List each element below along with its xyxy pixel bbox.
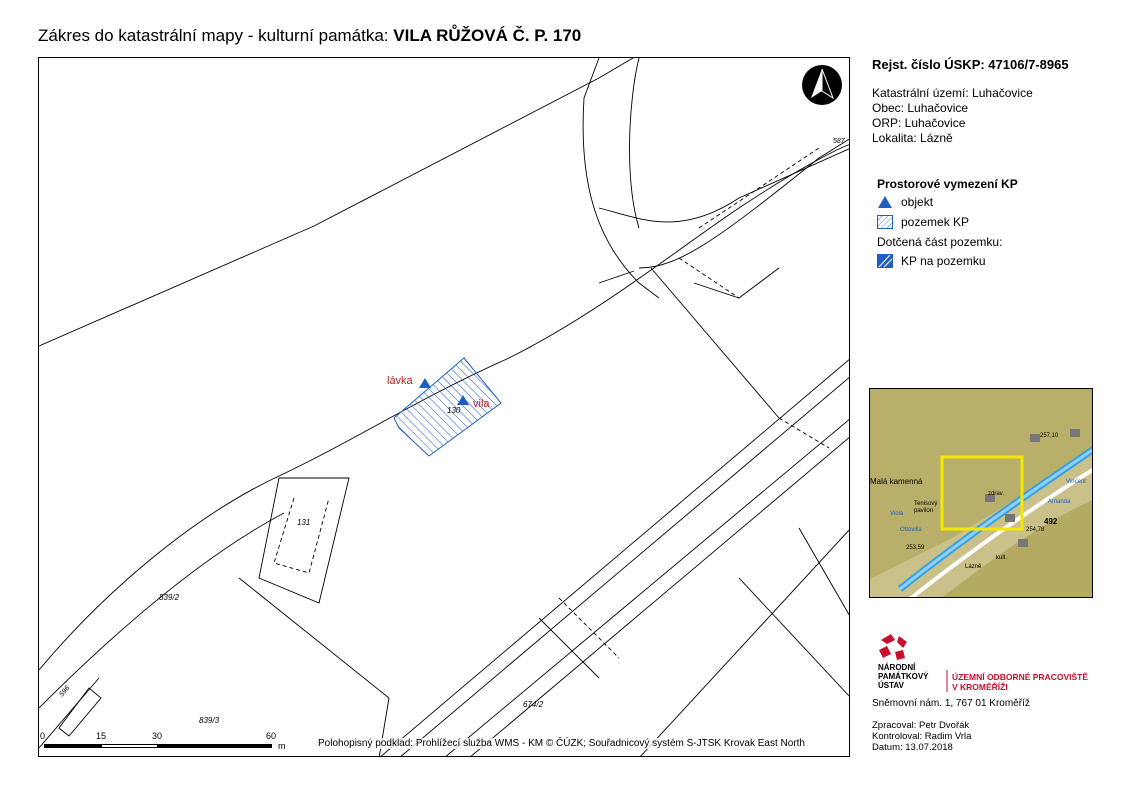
inset-label-elev-1: 257,10 [1040, 433, 1059, 439]
parcel-number-596: 596 [58, 684, 72, 699]
title-prefix: Zákres do katastrální mapy - kulturní památka: [38, 26, 394, 45]
inset-label-tenis: Tenisový pavilon [914, 501, 938, 514]
parcel-boundary-north [39, 58, 633, 346]
credits [872, 720, 971, 753]
org-name: NÁRODNÍ PAMÁTKOVÝ ÚSTAV [878, 663, 929, 690]
label-lavka: lávka [387, 375, 413, 387]
title-name: VILA RŮŽOVÁ Č. P. 170 [393, 26, 582, 45]
scale-bar [40, 731, 290, 755]
parcel-number-131: 131 [297, 518, 311, 527]
legend-title: Prostorové vymezení KP [877, 177, 1018, 191]
inset-label-vincent: Vincent [1066, 479, 1086, 485]
processed-by: Zpracoval: Petr Dvořák [872, 720, 970, 731]
legend-item-objekt: objekt [877, 195, 933, 209]
inset-label-mala-kamenna: Malá kamenná [870, 477, 923, 486]
scale-tick-0: 0 [40, 731, 46, 741]
scale-tick-15: 15 [96, 731, 107, 741]
org-address: Sněmovní nám. 1, 767 01 Kroměříž [872, 698, 1030, 709]
map-drawing [39, 58, 850, 757]
orp: ORP: Luhačovice [872, 116, 966, 130]
checked-by: Kontroloval: Radim Vrla [872, 731, 972, 742]
date: Datum: 13.07.2018 [872, 742, 953, 753]
parcel-number-130: 130 [447, 406, 461, 415]
legend-item-pozemek: pozemek KP [877, 215, 969, 229]
triangle-icon [877, 195, 893, 209]
scale-tick-30: 30 [152, 731, 163, 741]
register-number: Rejst. číslo ÚSKP: 47106/7-8965 [872, 57, 1069, 72]
inset-label-kult: kult. [996, 555, 1008, 561]
inset-label-road-492: 492 [1044, 517, 1058, 526]
municipality: Obec: Luhačovice [872, 101, 969, 115]
parcel-number-839-3: 839/3 [199, 716, 220, 725]
locality: Lokalita: Lázně [872, 131, 953, 145]
object-marker-lavka [419, 378, 431, 388]
parcel-number-674-2: 674/2 [523, 700, 544, 709]
org-department: ÚZEMNÍ ODBORNÉ PRACOVIŠTĚ V KROMĚŘÍŽI [952, 672, 1089, 692]
legend-subtitle: Dotčená část pozemku: [877, 235, 1003, 249]
overview-drawing [870, 389, 1093, 598]
hatch-icon [877, 215, 893, 229]
dense-hatch-icon [877, 254, 893, 268]
scale-unit: m [278, 741, 286, 751]
inset-label-ottovilla: Ottovilla [900, 527, 922, 533]
scale-tick-60: 60 [266, 731, 277, 741]
info-panel [872, 57, 1112, 146]
inset-label-lazne: Lázně [965, 564, 982, 570]
location-info [872, 86, 1112, 146]
cadastral-map[interactable] [38, 57, 850, 757]
inset-label-amanda: Amanda [1048, 499, 1071, 505]
parcel-number-839-2: 839/2 [159, 593, 180, 602]
inset-label-elev-2: 253,59 [906, 545, 925, 551]
inset-label-viola: Viola [890, 511, 904, 517]
label-vila: vila [473, 398, 490, 410]
map-title [38, 26, 581, 46]
overview-map[interactable] [869, 388, 1093, 598]
parcel-number-587: 587 [833, 138, 845, 145]
inset-label-zdrav: zdrav. [988, 491, 1004, 497]
inset-label-elev-3: 254,78 [1026, 527, 1045, 533]
source-note: Polohopisný podklad: Prohlížecí služba WMS - KM © ČÚZK; Souřadnicový systém S-JTSK Krovak East North [318, 738, 805, 749]
cadastral-area: Katastrální území: Luhačovice [872, 86, 1033, 100]
legend-item-kp-na-pozemku: KP na pozemku [877, 254, 986, 268]
